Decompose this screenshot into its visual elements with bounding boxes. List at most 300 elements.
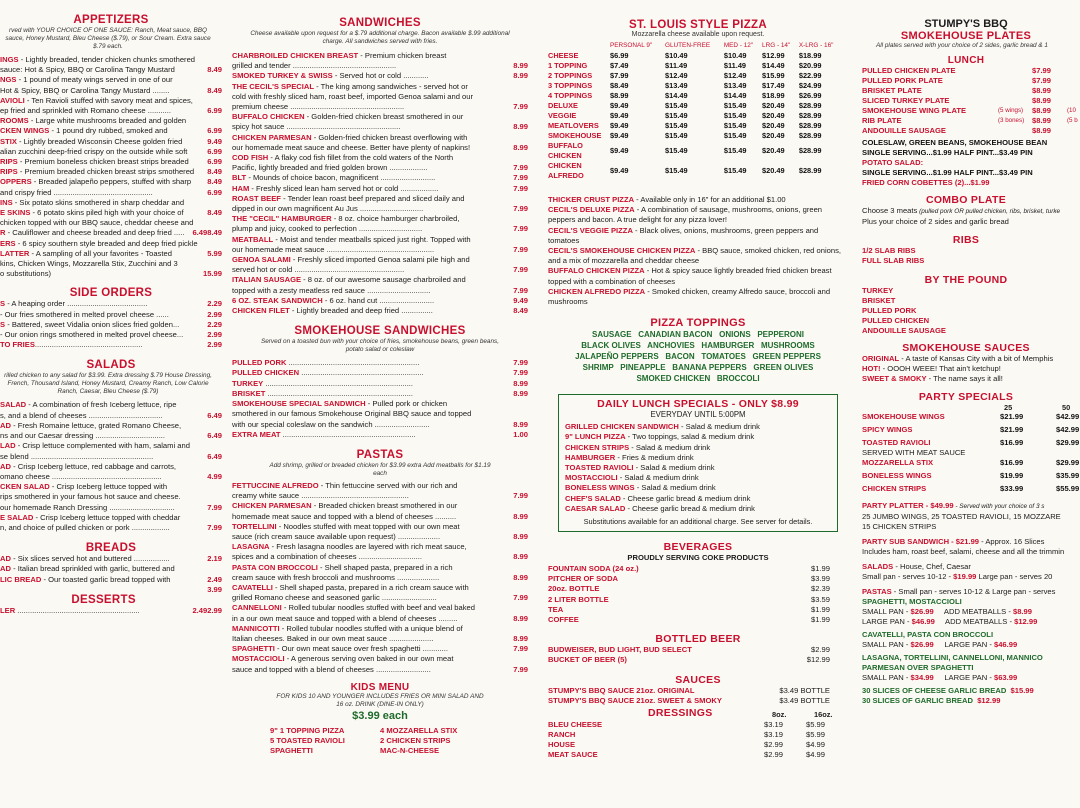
party-platter-label: PARTY PLATTER - $49.99 xyxy=(862,501,954,511)
menu-item xyxy=(548,246,848,266)
garlic-label: 30 SLICES OF CHEESE GARLIC BREAD xyxy=(862,686,1011,696)
menu-item xyxy=(862,364,1080,374)
item-price: $21.99 xyxy=(1000,424,1024,434)
item-name: S xyxy=(0,319,6,329)
item-price: $35.99 xyxy=(1056,471,1080,481)
item-price: $4.99 xyxy=(806,740,826,750)
item-desc: our homemade meat sauce ................................................... xyxy=(232,244,435,254)
party-pastas-label: PASTAS xyxy=(862,587,892,597)
menu-item xyxy=(0,492,222,502)
item-name: BUCKET OF BEER (5) xyxy=(548,655,627,665)
item-desc: - Six slices served hot and buttered ................. xyxy=(10,554,170,564)
combo-plate-heading: COMBO PLATE xyxy=(925,194,1007,206)
item-price: 2.49 xyxy=(192,605,208,615)
item-price: 5.99 xyxy=(207,248,222,258)
menu-item xyxy=(565,494,831,504)
menu-item xyxy=(0,441,222,451)
item-desc: - Fresh lasagna noodles are layered with rich meat sauce, xyxy=(269,542,467,552)
item-desc: - Large white mushrooms breaded and golden xyxy=(28,116,187,126)
menu-item xyxy=(232,245,528,255)
party-size: 50 xyxy=(1062,402,1071,412)
item-price: $29.99 xyxy=(1056,437,1080,447)
menu-item xyxy=(548,720,848,730)
item-name: MOZZARELLA STIX xyxy=(862,458,934,468)
pastas-heading: PASTAS xyxy=(356,448,404,461)
spaghetti-mostaccioli: SPAGHETTI, MOSTACCIOLI xyxy=(862,597,962,607)
item-name: EXTRA MEAT xyxy=(232,429,281,439)
item-price: 15.99 xyxy=(202,269,222,279)
pizza-type: 2 TOPPINGS xyxy=(548,71,593,80)
item-price: 2.29 xyxy=(207,299,222,309)
menu-item xyxy=(232,275,528,285)
menu-item xyxy=(0,218,222,228)
party-salads-desc: - House, Chef, Caesar xyxy=(893,562,971,572)
item-desc: with our special coleslaw on the sandwich .......................... xyxy=(232,419,430,429)
item-qty: (5 wings) xyxy=(998,107,1024,114)
pizza-row xyxy=(548,111,844,121)
item-desc: - Ten Ravioli stuffed with savory meat and spices, xyxy=(24,95,193,105)
item-desc: - Cheese garlic bread & medium drink xyxy=(620,493,751,503)
menu-item xyxy=(862,76,1080,86)
pizza-price: $18.99 xyxy=(798,51,822,60)
item-desc: ...................................................................... xyxy=(263,378,414,388)
column-pizza xyxy=(548,0,848,808)
item-name: COFFEE xyxy=(548,615,579,625)
pizza-row xyxy=(548,91,844,101)
menu-item xyxy=(0,472,222,482)
item-desc: se blend .......................................................... xyxy=(0,451,154,461)
menu-item xyxy=(232,491,528,501)
item-price: $1.99 xyxy=(810,604,830,614)
item-name: PULLED PORK PLATE xyxy=(862,76,943,85)
pan-price: $26.99 xyxy=(910,607,934,617)
item-price: 8.49 xyxy=(207,208,222,218)
item-price: $3.99 xyxy=(810,574,830,584)
sandwiches-list xyxy=(232,51,528,316)
item-desc: homemade meat sauce and topped with a blend of cheeses .......... xyxy=(232,511,457,521)
item-price: 8.49 xyxy=(207,177,222,187)
menu-item xyxy=(862,484,1080,497)
menu-item xyxy=(232,634,528,644)
item-desc: - Shell shaped pasta, prepared in a rich xyxy=(317,562,453,572)
bbq-title: STUMPY'S BBQ xyxy=(924,18,1008,30)
salads-heading: SALADS xyxy=(86,359,136,372)
desserts-heading: DESSERTS xyxy=(71,593,136,606)
pan-price: $12.99 xyxy=(1014,617,1038,627)
pound-item: ANDOUILLE SAUSAGE xyxy=(862,326,946,335)
item-desc: - A flaky cod fish fillet from the cold waters of the North xyxy=(268,153,454,163)
kids-item: 5 TOASTED RAVIOLI xyxy=(270,735,345,745)
appetizers-list xyxy=(0,55,222,279)
item-name: BONELESS WINGS xyxy=(565,483,635,493)
sauces-heading: SAUCES xyxy=(675,673,721,686)
item-desc: dipped in our own magnificent Au Jus .............................. xyxy=(232,204,424,214)
item-desc: - Available only in 16" for an additional $1.00 xyxy=(634,195,786,204)
item-price: 8.49 xyxy=(513,306,528,316)
item-desc: omano cheese .................................................... xyxy=(0,471,162,481)
item-name: AD xyxy=(0,554,11,564)
kids-menu-note: FOR KIDS 10 AND YOUNGER INCLUDES FRIES OR MINI SALAD AND 16 oz. DRINK (DINE-IN ONLY) xyxy=(276,692,484,708)
menu-item xyxy=(565,473,831,483)
menu-item xyxy=(232,184,528,194)
item-price: 7.99 xyxy=(513,285,528,295)
pan-size: Large pan - serves 20 xyxy=(976,572,1053,582)
menu-item xyxy=(862,96,1080,106)
item-name: HOT! xyxy=(862,364,881,374)
smokehouse-sandwiches-list xyxy=(232,358,528,440)
item-name: TURKEY xyxy=(232,378,264,388)
menu-item xyxy=(0,86,222,96)
pizza-price: $9.49 xyxy=(610,146,629,155)
item-price: 8.99 xyxy=(513,511,528,521)
pizza-price: $6.99 xyxy=(610,51,629,60)
item-price: 8.49 xyxy=(207,167,222,177)
item-desc: - A generous serving oven baked in our own meat xyxy=(284,654,454,664)
item-price: $8.99 xyxy=(1032,86,1052,95)
pizza-price: $9.49 xyxy=(610,166,629,175)
item-price: 8.99 xyxy=(513,142,528,152)
party-size: 25 xyxy=(1004,402,1013,412)
item-price: $19.99 xyxy=(1000,471,1024,481)
item-name: BLEU CHEESE xyxy=(548,720,603,730)
item-price: $12.99 xyxy=(806,655,830,665)
combo-meats: (pulled pork OR pulled chicken, ribs, brisket, turke xyxy=(917,208,1061,215)
item-price: $4.99 xyxy=(806,750,826,760)
menu-item xyxy=(862,126,1080,136)
item-name: BRISKET xyxy=(232,388,266,398)
pizza-price: $28.99 xyxy=(798,146,822,155)
menu-item xyxy=(232,71,528,81)
item-desc: - Tender lean roast beef prepared and sliced daily and xyxy=(280,193,465,203)
item-name: SMOKED TURKEY & SWISS xyxy=(232,71,333,81)
sauces-list xyxy=(548,686,848,706)
pizza-type: CHICKEN ALFREDO xyxy=(548,161,584,180)
pizza-price: $15.49 xyxy=(723,111,747,120)
item-name: ORIGINAL xyxy=(862,354,900,363)
menu-item xyxy=(862,425,1080,438)
pan-price: $46.99 xyxy=(993,640,1018,650)
item-price: $3.49 BOTTLE xyxy=(779,685,830,695)
item-desc: - Crisp Iceberg lettuce, red cabbage and carrots, xyxy=(10,461,177,471)
item-desc: - 6 oz. hand cut .......................... xyxy=(322,295,435,305)
menu-item xyxy=(548,564,848,574)
item-price: $3.59 xyxy=(810,594,830,604)
item-name: S xyxy=(0,299,6,309)
kids-item: 2 CHICKEN STRIPS xyxy=(380,735,451,745)
pizza-row xyxy=(548,51,844,61)
party-sub-label: PARTY SUB SANDWICH - $21.99 xyxy=(862,537,980,547)
item-desc: - Lightly breaded Wisconsin Cheese golden fried xyxy=(16,136,183,146)
menu-item xyxy=(0,299,222,309)
menu-item xyxy=(548,605,848,615)
menu-item xyxy=(548,645,848,655)
item-name: TEA xyxy=(548,604,564,614)
item-desc: alian zucchini deep-fried crispy on the outside while soft xyxy=(0,146,188,156)
pan-size: LARGE PAN - xyxy=(933,640,994,650)
item-price: 8.99 xyxy=(513,61,528,71)
toppings-heading: PIZZA TOPPINGS xyxy=(650,317,746,330)
pizza-price: $15.49 xyxy=(665,166,688,175)
combo-line-2: Plus your choice of 2 sides and garlic bread xyxy=(862,217,1009,226)
item-name: CAVATELLI xyxy=(232,582,273,592)
item-price: $55.99 xyxy=(1056,484,1080,494)
item-name: BLT xyxy=(232,173,247,183)
pizza-price: $15.49 xyxy=(723,121,747,130)
garlic-bread-party xyxy=(862,686,1080,696)
pan-price: $63.99 xyxy=(993,673,1018,683)
item-price: 7.99 xyxy=(513,593,528,603)
item-name: HOUSE xyxy=(548,740,576,750)
menu-item xyxy=(0,249,222,259)
menu-item xyxy=(565,463,831,473)
pan-price: $46.99 xyxy=(911,617,935,627)
item-price: 7.99 xyxy=(207,502,222,512)
item-name: BUDWEISER, BUD LIGHT, BUD SELECT xyxy=(548,645,692,655)
item-desc: - Lightly breaded and deep fried ............... xyxy=(289,306,433,316)
pizza-note: Mozzarella cheese available upon request. xyxy=(631,31,765,38)
item-name: CHICKEN STRIPS xyxy=(565,442,630,452)
combo-text: Choose 3 meats xyxy=(862,206,918,215)
item-price: 8.99 xyxy=(513,388,528,398)
item-name: NGS xyxy=(0,75,17,85)
menu-item xyxy=(232,214,528,224)
item-name: CECIL'S DELUXE PIZZA xyxy=(548,205,635,215)
sandwiches-note: Cheese available upon request for a $.79 additional charge. Bacon available $.99 additional charge. All sandwiches served with fries. xyxy=(250,30,510,45)
pizza-row xyxy=(548,121,844,131)
pizza-row xyxy=(548,161,844,181)
item-desc: rips smothered in your famous hot sauce and cheese. xyxy=(0,492,181,502)
item-price: 1.00 xyxy=(513,429,528,439)
item-qty: (3 bones) xyxy=(998,117,1025,124)
item-desc: ..................................................................... xyxy=(265,388,414,398)
pan-size: LARGE PAN - xyxy=(933,673,994,683)
item-price: 6.49 xyxy=(207,451,222,461)
pizza-rows xyxy=(548,51,844,181)
pizza-price: $11.49 xyxy=(665,61,688,70)
menu-item xyxy=(565,422,831,432)
item-price: $8.99 xyxy=(1032,126,1052,135)
item-name: CAESAR SALAD xyxy=(565,503,626,513)
pizza-type: MEATLOVERS xyxy=(548,121,599,130)
pan-price: $19.99 xyxy=(953,572,977,582)
menu-item xyxy=(548,750,848,760)
pizza-type: 3 TOPPINGS xyxy=(548,81,593,90)
pizza-price: $15.49 xyxy=(665,121,688,130)
item-name: SMOKEHOUSE WINGS xyxy=(862,411,945,421)
dressings-heading: DRESSINGS xyxy=(648,707,713,720)
item-desc: - Salad & medium drink xyxy=(634,483,716,493)
item-price: 7.99 xyxy=(513,368,528,378)
garlic-price: $15.99 xyxy=(1010,686,1034,696)
lunch-specials-list xyxy=(565,422,831,514)
plates-list xyxy=(862,66,1080,136)
pizza-type: BUFFALO CHICKEN xyxy=(548,141,583,160)
item-name: BUFFALO CHICKEN PIZZA xyxy=(548,266,645,276)
item-price: $42.99 xyxy=(1056,424,1080,434)
menu-item xyxy=(0,96,222,106)
pizza-price: $14.49 xyxy=(762,61,785,70)
item-price: 7.99 xyxy=(513,491,528,501)
menu-item xyxy=(0,65,222,75)
item-price: $1.99 xyxy=(810,564,830,574)
menu-item xyxy=(548,574,848,584)
item-price: 8.99 xyxy=(513,613,528,623)
menu-item xyxy=(0,513,222,523)
menu-item xyxy=(565,453,831,463)
item-name: CECIL'S VEGGIE PIZZA xyxy=(548,225,633,235)
party-platter-items-2: 15 CHICKEN STRIPS xyxy=(862,522,937,532)
beverages-note: PROUDLY SERVING COKE PRODUCTS xyxy=(627,553,769,563)
item-name: STUMPY'S BBQ SAUCE 21oz. ORIGINAL xyxy=(548,685,695,695)
menu-item xyxy=(548,584,848,594)
item-name: MEAT SAUCE xyxy=(548,750,598,760)
by-the-pound-heading: BY THE POUND xyxy=(924,274,1008,286)
item-desc: - OOOH WEEE! That ain't ketchup! xyxy=(880,364,1001,374)
item-desc: - Salad & medium drink xyxy=(633,463,715,473)
pizza-price: $9.49 xyxy=(610,121,629,130)
menu-item xyxy=(232,379,528,389)
menu-item xyxy=(232,112,528,122)
item-name: THE "CECIL" HAMBURGER xyxy=(232,214,332,224)
item-price: 8.99 xyxy=(513,419,528,429)
item-name: COD FISH xyxy=(232,153,269,163)
item-desc: - Two toppings, salad & medium drink xyxy=(625,432,755,442)
item-desc: served hot or cold .................................................... xyxy=(232,265,405,275)
menu-item xyxy=(0,55,222,65)
item-desc: s, and a blend of cheeses ................................... xyxy=(0,410,163,420)
item-desc: Pacific, lightly breaded and fried golden brown .................. xyxy=(232,163,428,173)
pizza-price: $18.99 xyxy=(762,91,785,100)
beer-list xyxy=(548,645,848,665)
item-desc: - 1 pound dry rubbed, smoked and xyxy=(49,126,168,136)
pan-prices xyxy=(862,673,1080,683)
pizza-price: $28.99 xyxy=(798,121,822,130)
menu-item xyxy=(862,116,1080,126)
kids-menu-heading: KIDS MENU xyxy=(350,681,410,693)
item-desc: - A combination of fresh Iceberg lettuce, ripe xyxy=(26,400,177,410)
garlic-price: $12.99 xyxy=(977,696,1001,706)
pizza-price: $12.49 xyxy=(723,71,747,80)
item-name: MEATBALL xyxy=(232,234,274,244)
pizza-price-table xyxy=(548,41,844,181)
pizza-price: $15.49 xyxy=(723,146,747,155)
item-price: 2.29 xyxy=(207,319,222,329)
pizza-price: $15.49 xyxy=(665,111,688,120)
item-desc: chicken topped with our BBQ sauce, cheddar cheese and xyxy=(0,218,194,228)
menu-item xyxy=(0,188,222,198)
item-price: $2.99 xyxy=(764,740,784,750)
pan-size: SMALL PAN - xyxy=(862,673,911,683)
item-desc: - Premium boneless chicken breast strips breaded xyxy=(17,157,189,167)
item-desc: - Crisp Iceberg lettuce topped with cheddar xyxy=(33,512,181,522)
pizza-price: $28.99 xyxy=(798,111,822,120)
item-price: 9.49 xyxy=(207,136,222,146)
pizza-price: $20.49 xyxy=(762,101,785,110)
menu-item xyxy=(232,420,528,430)
menu-item xyxy=(232,399,528,409)
menu-item xyxy=(862,354,1080,364)
garlic-label: 30 SLICES OF GARLIC BREAD xyxy=(862,696,978,706)
pizza-row xyxy=(548,71,844,81)
item-desc: - Hot & spicy sauce lightly breaded fried chicken breast topped with a combination of cheeses xyxy=(548,266,832,286)
item-desc: - Lightly breaded, tender chicken chunks smothered xyxy=(18,55,196,64)
item-desc: grilled Romano cheese and seasoned garlic .......................... xyxy=(232,593,437,603)
item-name: SMOKEHOUSE SPECIAL SANDWICH xyxy=(232,399,366,409)
item-name: AVIOLI xyxy=(0,95,25,105)
item-price: 3.99 xyxy=(207,584,222,594)
menu-item xyxy=(232,153,528,163)
pizza-price: $17.49 xyxy=(762,81,785,90)
menu-item xyxy=(232,194,528,204)
item-price: $5.99 xyxy=(806,720,826,730)
menu-item xyxy=(232,532,528,542)
item-price: $21.99 xyxy=(1000,411,1024,421)
kids-menu-items xyxy=(270,726,457,756)
item-desc: - Six potato skins smothered in sharp cheddar and xyxy=(12,197,185,207)
item-name: STIX xyxy=(0,136,17,146)
menu-item xyxy=(232,389,528,399)
item-name: 20oz. BOTTLE xyxy=(548,584,600,594)
item-note: SERVED WITH MEAT SAUCE xyxy=(862,447,966,457)
menu-item xyxy=(232,409,528,419)
item-price: 2.99 xyxy=(207,309,222,319)
item-desc: - Battered, sweet Vidalia onion slices fried golden... xyxy=(5,319,180,329)
item-price: 4.99 xyxy=(207,471,222,481)
menu-item xyxy=(0,431,222,441)
item-price: $2.99 xyxy=(764,750,784,760)
item-name: CHICKEN STRIPS xyxy=(862,484,927,494)
item-price: $42.99 xyxy=(1056,411,1080,421)
item-name: MOSTACCIOLI xyxy=(565,473,618,483)
item-price: $8.99 xyxy=(1032,106,1052,115)
item-price: 2.99 xyxy=(207,340,222,350)
item-desc: - Cheese garlic bread & medium drink xyxy=(625,503,755,513)
party-platter-items: 25 JUMBO WINGS, 25 TOASTED RAVIOLI, 15 MOZZARE xyxy=(862,512,1061,522)
pizza-price: $8.99 xyxy=(610,91,629,100)
menu-item xyxy=(0,137,222,147)
pizza-price: $20.49 xyxy=(762,111,785,120)
menu-item xyxy=(0,523,222,533)
menu-item xyxy=(548,730,848,740)
menu-item xyxy=(232,501,528,511)
menu-item xyxy=(0,452,222,462)
pizza-size-header: MED - 12" xyxy=(723,42,754,49)
kids-item: MAC-N-CHEESE xyxy=(380,745,440,755)
item-price: 2.19 xyxy=(207,554,222,564)
item-name: AD xyxy=(0,564,11,574)
menu-item xyxy=(0,208,222,218)
menu-item xyxy=(232,654,528,664)
pizza-price: $7.99 xyxy=(610,71,629,80)
menu-item xyxy=(0,340,222,350)
menu-item xyxy=(0,400,222,410)
item-name: SPICY WINGS xyxy=(862,424,913,434)
menu-item xyxy=(232,92,528,102)
item-desc: - Italian bread sprinkled with garlic, buttered and xyxy=(10,564,175,574)
side-orders-list xyxy=(0,299,222,350)
pan-price: $8.99 xyxy=(1012,607,1032,617)
menu-item xyxy=(232,552,528,562)
item-name: GRILLED CHICKEN SANDWICH xyxy=(565,422,679,432)
item-desc: spicy hot sauce ...................................................... xyxy=(232,122,401,132)
item-desc: - Our own meat sauce over fresh spaghetti ............ xyxy=(274,644,448,654)
item-name: PULLED PORK xyxy=(232,358,287,368)
item-desc: - A combination of sausage, mushrooms, onions, green peppers and bacon. A true delight for any pizza lover! xyxy=(548,205,823,225)
item-name: HAMBURGER xyxy=(565,452,616,462)
item-desc: ep fried and sprinkled with Romano cheese ........... xyxy=(0,106,171,116)
pizza-size-header: PERSONAL 9" xyxy=(610,42,653,49)
menu-item xyxy=(0,411,222,421)
